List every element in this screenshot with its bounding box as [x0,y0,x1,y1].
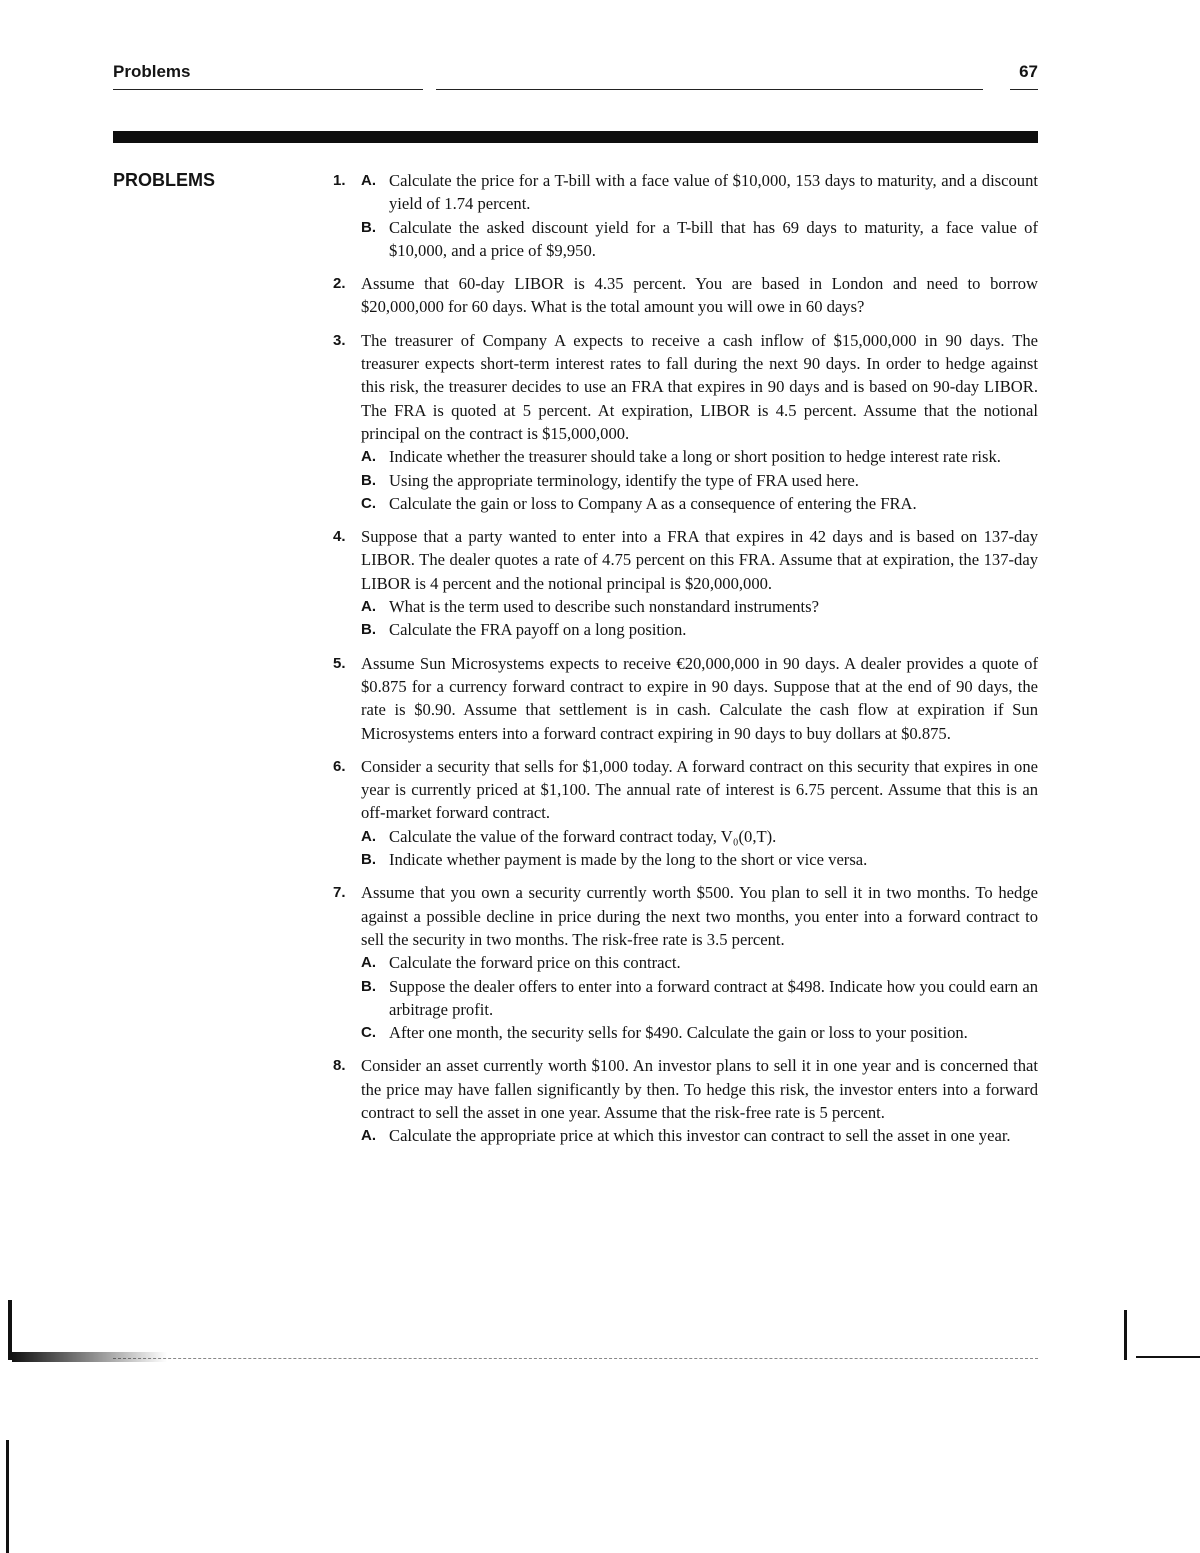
problem-number: 1. [333,172,346,189]
problem-body: Consider a security that sells for $1,000 today. A forward contract on this security that expires in one year is currently priced at $1,100. The annual rate of interest is 6.75 percent. Assume that this is an off-market forward contract. [361,756,1038,823]
part-text: Suppose the dealer offers to enter into a forward contract at $498. Indicate how you could earn an arbitrage profit. [389,976,1038,1019]
problem-part [0,975,1038,1022]
problems-heading: PROBLEMS [113,170,216,190]
part-text: What is the term used to describe such nonstandard instruments? [389,597,819,617]
problem-item [0,755,1200,871]
problem-body: The treasurer of Company A expects to receive a cash inflow of $15,000,000 in 90 days. The treasurer expects short-term interest rates to fall during the next 90 days. In order to hedge against this risk, the treasurer decides to use an FRA that expires in 90 days and is based on 90-day LIBOR. The FRA is quoted at 5 percent. At expiration, LIBOR is 4.5 percent. Assume that the notional principal on the contract is $15,000,000. [361,330,1038,443]
problem-number: 2. [333,275,346,293]
part-text: Indicate whether the treasurer should take a long or short position to hedge interest rate risk. [389,447,1001,467]
problem-item [0,525,1200,641]
scan-margin-mark [6,1440,9,1553]
scan-margin-mark [1136,1356,1200,1358]
problem-item [0,169,1200,262]
problem-part [0,595,1038,618]
problem-text [0,881,1038,951]
header-rule [436,89,983,90]
problem-item [0,272,1200,319]
problem-text [0,1054,1038,1124]
problem-text [0,525,1038,595]
scan-margin-mark [8,1300,12,1360]
part-letter: B. [361,471,376,489]
problem-part [0,492,1038,515]
scan-margin-mark [12,1352,167,1362]
problem-part [0,951,1038,974]
problem-item [0,652,1200,745]
part-text: Calculate the price for a T-bill with a face value of $10,000, 153 days to maturity, and a discount yield of 1.74 percent. [389,171,1038,214]
problem-part [0,1021,1038,1044]
problem-body: Assume Sun Microsystems expects to receive €20,000,000 in 90 days. A dealer provides a quote of $0.875 for a currency forward contract to expire in 90 days. Suppose that at the end of 90 days, the rate is $0.90. Assume that settlement is in cash. Calculate the cash flow at expiration if Sun Microsystems enters into a forward contract expiring in 90 days to buy dollars at $0.875. [361,653,1038,743]
part-letter: A. [361,172,376,189]
part-letter: B. [361,621,376,639]
part-text: Using the appropriate terminology, identify the type of FRA used here. [389,470,859,490]
problem-part [0,469,1038,492]
problem-item [0,329,1200,515]
part-text: Calculate the FRA payoff on a long position. [389,620,687,640]
problem-number: 7. [333,884,346,902]
problem-list [0,169,1200,1158]
problem-text [0,755,1038,825]
part-letter: A. [361,448,376,466]
part-letter: A. [361,1127,376,1145]
problem-part [0,848,1038,871]
part-text: Calculate the asked discount yield for a T-bill that has 69 days to maturity, a face value of $10,000, and a price of $9,950. [389,217,1038,260]
header-rule [113,89,423,90]
part-text: Calculate the forward price on this contract. [389,953,681,973]
part-letter: B. [361,977,376,995]
problem-part [0,169,1038,216]
section-title: Problems [113,62,191,81]
problem-part [0,825,1038,848]
problem-part [0,216,1038,263]
part-letter: A. [361,827,376,845]
part-letter: A. [361,598,376,616]
part-letter: A. [361,954,376,972]
section-divider [113,131,1038,143]
running-head [113,60,1038,90]
problem-body: Suppose that a party wanted to enter into a FRA that expires in 42 days and is based on 137-day LIBOR. The dealer quotes a rate of 4.75 percent on this FRA. Assume that at expiration, the 137-day LIBOR is 4 percent and the notional principal is $20,000,000. [361,527,1038,593]
part-text: Indicate whether payment is made by the long to the short or vice versa. [389,850,868,870]
part-letter: C. [361,1024,376,1042]
problem-part [0,1124,1038,1147]
problem-body: Consider an asset currently worth $100. An investor plans to sell it in one year and is concerned that the price may have fallen significantly by then. To hedge this risk, the investor enters into a forward contract to sell the asset in one year. Assume that the risk-free rate is 5 percent. [361,1056,1038,1122]
problem-number: 3. [333,331,346,349]
problem-number: 6. [333,757,346,775]
part-letter: C. [361,494,376,512]
problem-number: 4. [333,528,346,546]
part-text: Calculate the gain or loss to Company A as a consequence of entering the FRA. [389,493,917,513]
problem-body: Assume that you own a security currently worth $500. You plan to sell it in two months. To hedge against a possible decline in price during the next two months, you enter into a forward contract to sell the security in two months. The risk-free rate is 3.5 percent. [361,883,1038,949]
problem-body: Assume that 60-day LIBOR is 4.35 percent. You are based in London and need to borrow $20,000,000 for 60 days. What is the total amount you will owe in 60 days? [361,274,1038,317]
part-text: Calculate the appropriate price at which this investor can contract to sell the asset in one year. [389,1126,1011,1146]
problem-text [0,652,1038,745]
part-letter: B. [361,851,376,869]
problem-part [0,445,1038,468]
problem-item [0,1054,1200,1147]
part-text: Calculate the value of the forward contract today, V₀(0,T). [389,826,777,846]
part-letter: B. [361,218,376,236]
problem-number: 8. [333,1057,346,1075]
problem-item [0,881,1200,1044]
problem-text [0,329,1038,445]
scan-margin-mark [1124,1310,1127,1360]
problem-part [0,618,1038,641]
problem-number: 5. [333,654,346,672]
bottom-rule [113,1358,1038,1360]
problem-text [0,272,1038,319]
page-number: 67 [1019,62,1038,81]
part-text: After one month, the security sells for $490. Calculate the gain or loss to your position. [389,1023,968,1043]
header-rule [1010,89,1038,90]
